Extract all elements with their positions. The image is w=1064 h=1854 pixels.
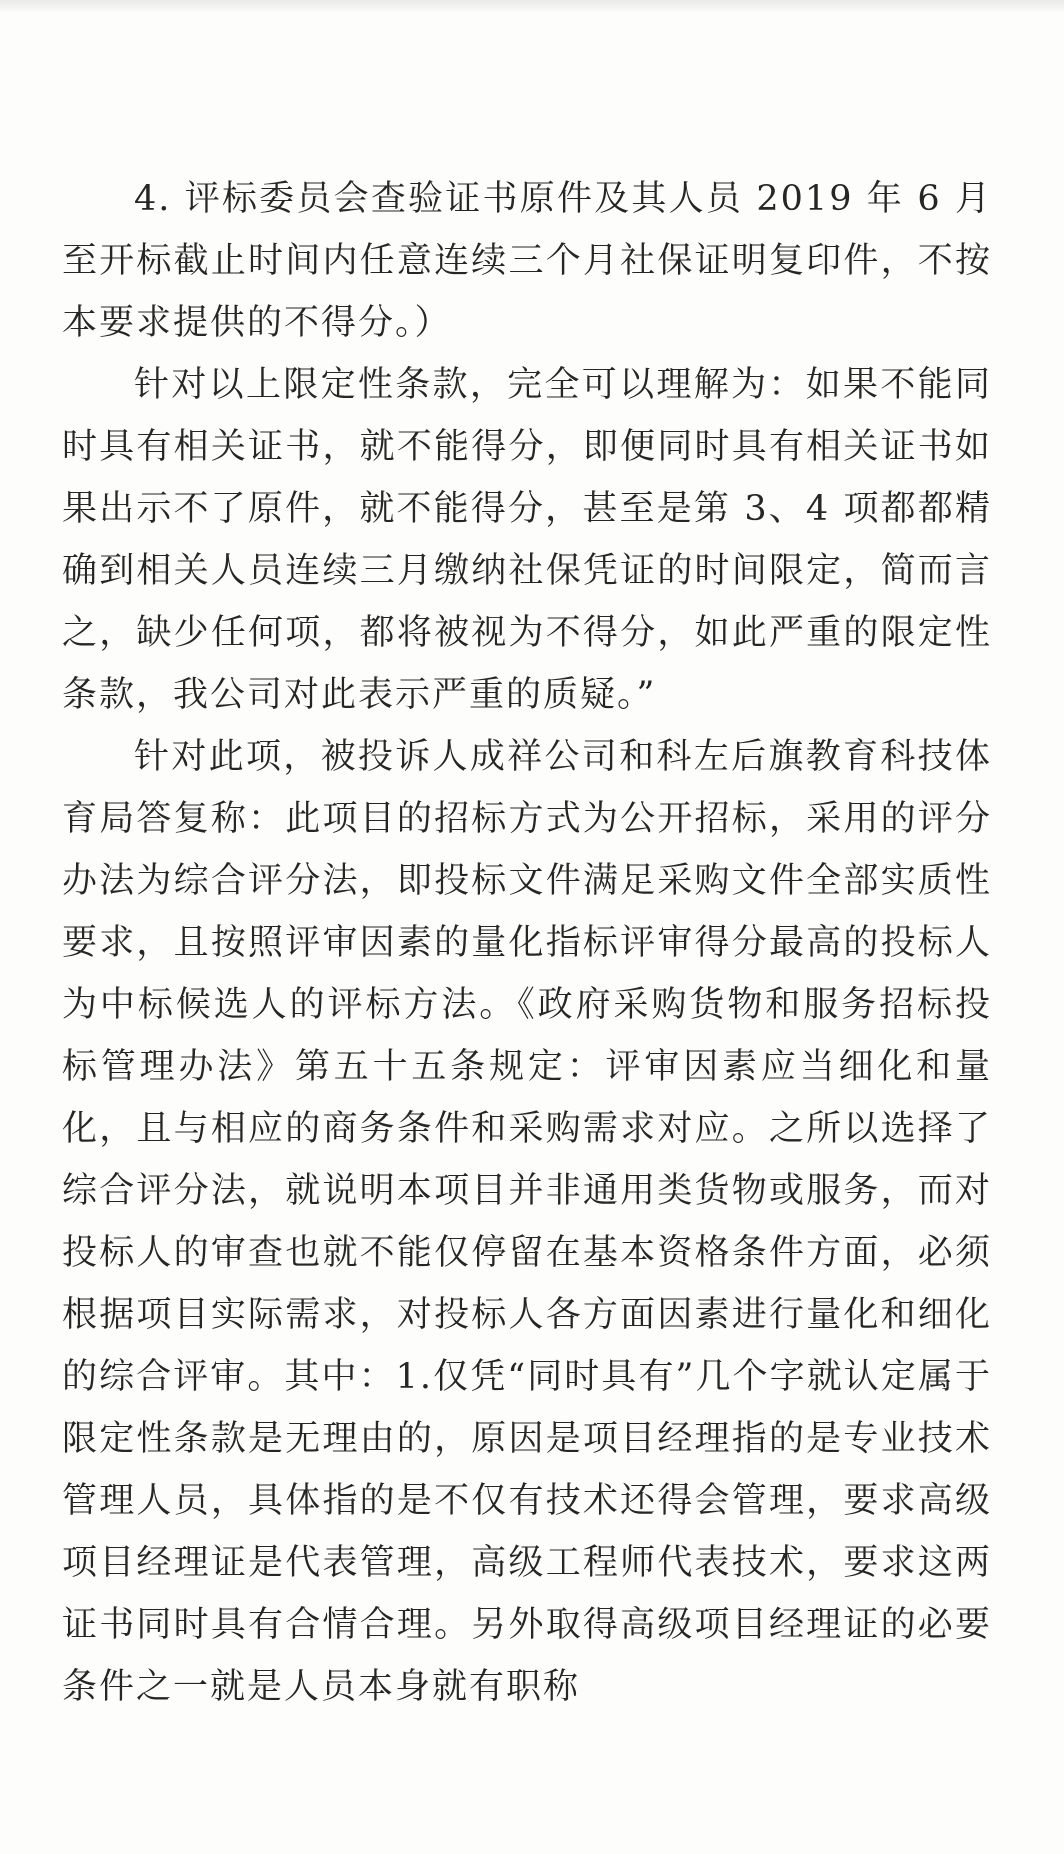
paragraph-2: 针对以上限定性条款，完全可以理解为：如果不能同时具有相关证书，就不能得分，即便同时具有相关证书如果出示不了原件，就不能得分，甚至是第 3、4 项都都精确到相关人员连续三月缴纳社保凭证的时间限定，简而言之，缺少任何项，都将被视为不得分，如此严重的限定性条款，我公司对此表示严重的质疑。” [62, 365, 992, 715]
document-body [62, 168, 992, 1718]
paragraph-3: 针对此项，被投诉人成祥公司和科左后旗教育科技体育局答复称：此项目的招标方式为公开招标，采用的评分办法为综合评分法，即投标文件满足采购文件全部实质性要求，且按照评审因素的量化指标评审得分最高的投标人为中标候选人的评标方法。《政府采购货物和服务招标投标管理办法》第五十五条规定：评审因素应当细化和量化，且与相应的商务条件和采购需求对应。之所以选择了综合评分法，就说明本项目并非通用类货物或服务，而对投标人的审查也就不能仅停留在基本资格条件方面，必须根据项目实际需求，对投标人各方面因素进行量化和细化的综合评审。其中：1.仅凭“同时具有”几个字就认定属于限定性条款是无理由的，原因是项目经理指的是专业技术管理人员，具体指的是不仅有技术还得会管理，要求高级项目经理证是代表管理，高级工程师代表技术，要求这两证书同时具有合情合理。另外取得高级项目经理证的必要条件之一就是人员本身就有职称 [62, 737, 992, 1707]
paragraph-1: 4. 评标委员会查验证书原件及其人员 2019 年 6 月至开标截止时间内任意连续三个月社保证明复印件，不按本要求提供的不得分。） [62, 179, 992, 343]
